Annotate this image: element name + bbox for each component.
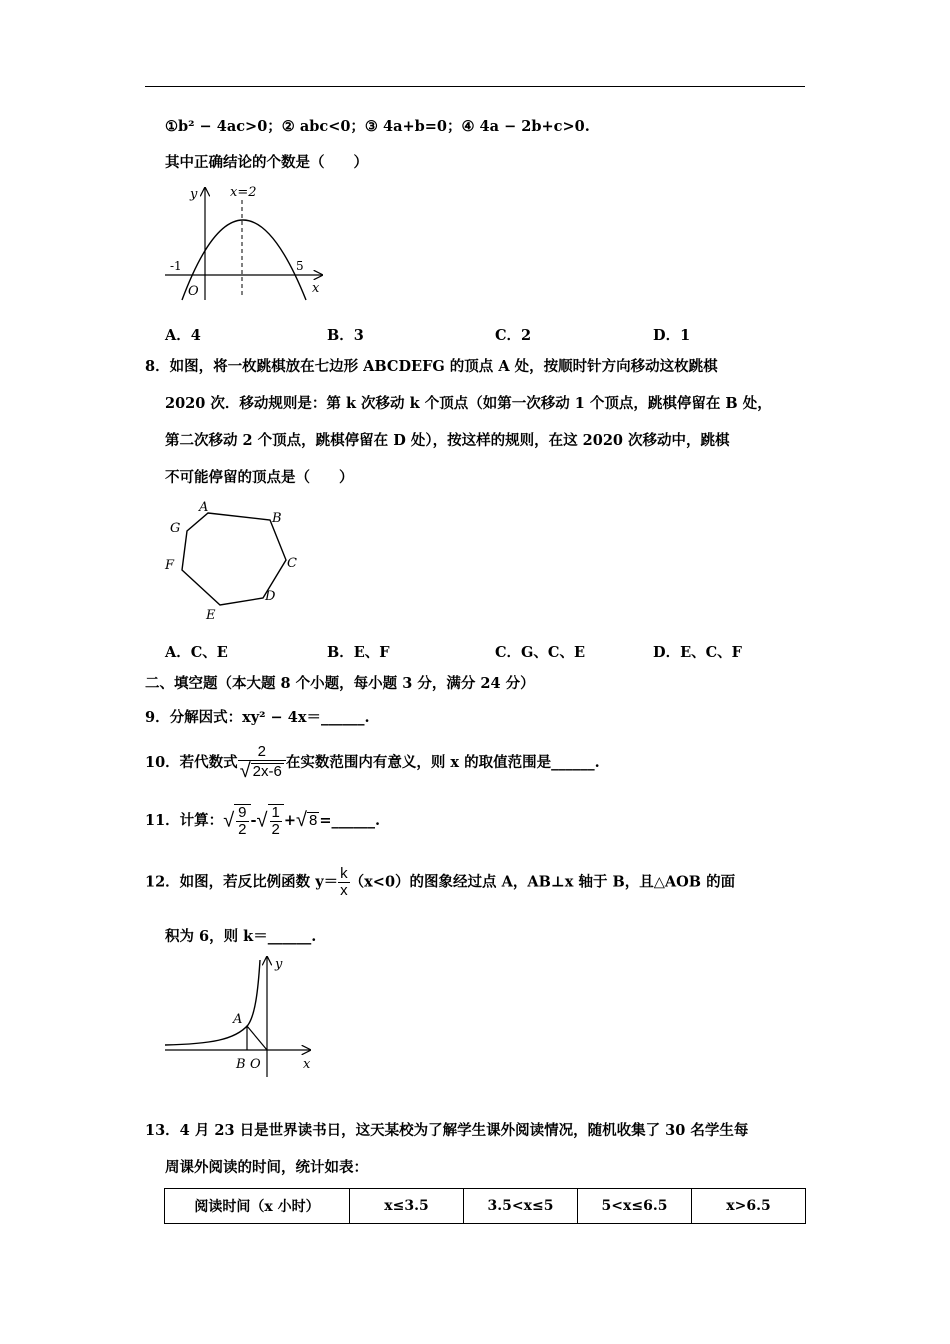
q7-option-c[interactable]: C．2 [495,327,532,344]
q11-c-radicand: 8 [309,812,318,830]
q12-frac-num: k [340,865,348,882]
q11-b-den: 2 [271,820,280,838]
y-axis-label: y [275,957,283,972]
q7-option-a[interactable]: A．4 [165,327,201,344]
q7-option-b[interactable]: B．3 [327,327,364,344]
q9-text: 9．分解因式：xy² − 4x＝______. [145,709,370,726]
table-header-cell: x>6.5 [692,1189,806,1224]
q11-a-den: 2 [238,820,247,838]
table-row [165,1189,806,1224]
q8-option-a[interactable]: A．C、E [165,644,228,661]
table-header-cell: 3.5<x≤5 [464,1189,578,1224]
x-axis-label: x [303,1057,311,1072]
q10-fraction [238,744,286,782]
q8-option-d[interactable]: D．E、C、F [653,644,742,661]
q8-option-b[interactable]: B．E、F [327,644,390,661]
q13-line2: 周课外阅读的时间，统计如表： [165,1159,368,1176]
q12-prefix: 12．如图，若反比例函数 y＝ [145,873,339,891]
vertex-a: A [199,500,209,515]
q10 [145,744,600,782]
q7-prompt: 其中正确结论的个数是（ ） [165,154,368,171]
q12-fraction [338,866,350,899]
q11-b-num: 1 [271,804,280,821]
vertex-d: D [265,589,276,604]
vline-label: x=2 [230,185,257,200]
q12-suffix: （x<0）的图象经过点 A，AB⊥x 轴于 B，且△AOB 的面 [349,873,736,891]
reading-time-table [164,1188,806,1224]
q11-prefix: 11．计算： [145,811,224,829]
right-root-label: 5 [296,259,304,273]
q11-suffix: =______. [319,811,381,829]
section2-title: 二、填空题（本大题 8 个小题，每小题 3 分，满分 24 分） [145,675,535,692]
q11-sqrt-a: √ $\frac{9}{2}$ [223,804,250,838]
table-header-cell: 5<x≤6.5 [578,1189,692,1224]
y-axis-label: y [190,187,198,202]
q8-line2: 2020 次．移动规则是：第 k 次移动 k 个顶点（如第一次移动 1 个顶点，跳棋停留在 B 处， [165,395,772,412]
q11-sqrt-b: √ $\frac{1}{2}$ [257,804,284,838]
vertex-b: B [272,511,282,526]
left-root-label: -1 [170,259,182,273]
vertex-c: C [287,556,297,571]
hyperbola-graph [160,952,325,1082]
q8-option-c[interactable]: C．G、C、E [495,644,586,661]
hyperbola-curve [165,960,260,1045]
q7-option-d[interactable]: D．1 [653,327,691,344]
vertex-f: F [165,558,175,573]
q11 [145,804,380,838]
q11-plus: + [283,811,297,829]
parabola-curve [182,220,306,300]
q8-line3: 第二次移动 2 个顶点，跳棋停留在 D 处），按这样的规则，在这 2020 次移动中，跳棋 [165,432,730,449]
header-rule [145,86,805,87]
segment-ao [247,1026,267,1050]
q12-line2: 积为 6，则 k＝______. [165,928,317,945]
q12-frac-den: x [340,881,348,899]
vertex-g: G [170,521,181,536]
q11-minus: - [250,811,257,829]
parabola-graph [160,180,330,305]
q12 [145,866,735,899]
q10-frac-num: 2 [257,743,266,760]
x-axis-label: x [312,281,320,296]
point-a-label: A [233,1012,243,1027]
q11-a-num: 9 [238,804,247,821]
q10-prefix: 10．若代数式 [145,753,238,771]
origin-label: O [250,1057,261,1072]
table-header-cell: 阅读时间（x 小时） [165,1189,350,1224]
table-header-cell: x≤3.5 [350,1189,464,1224]
q8-line4: 不可能停留的顶点是（ ） [165,469,354,486]
q10-frac-den: √ 2x-6 [238,760,286,782]
q13-line1: 13．4 月 23 日是世界读书日，这天某校为了解学生课外阅读情况，随机收集了 30 名学生每 [145,1122,749,1139]
q7-statements: ①b² − 4ac>0；② abc<0；③ 4a+b=0；④ 4a − 2b+c>0. [165,118,590,135]
q11-sqrt-c: √ 8 [296,809,318,832]
heptagon-figure [160,495,310,625]
q10-radicand: 2x-6 [252,762,282,780]
point-b-label: B [236,1057,246,1072]
q8-line1: 8．如图，将一枚跳棋放在七边形 ABCDEFG 的顶点 A 处，按顺时针方向移动这枚跳棋 [145,358,718,375]
origin-label: O [188,284,199,299]
vertex-e: E [206,608,216,623]
q10-suffix: 在实数范围内有意义，则 x 的取值范围是______. [285,753,600,771]
